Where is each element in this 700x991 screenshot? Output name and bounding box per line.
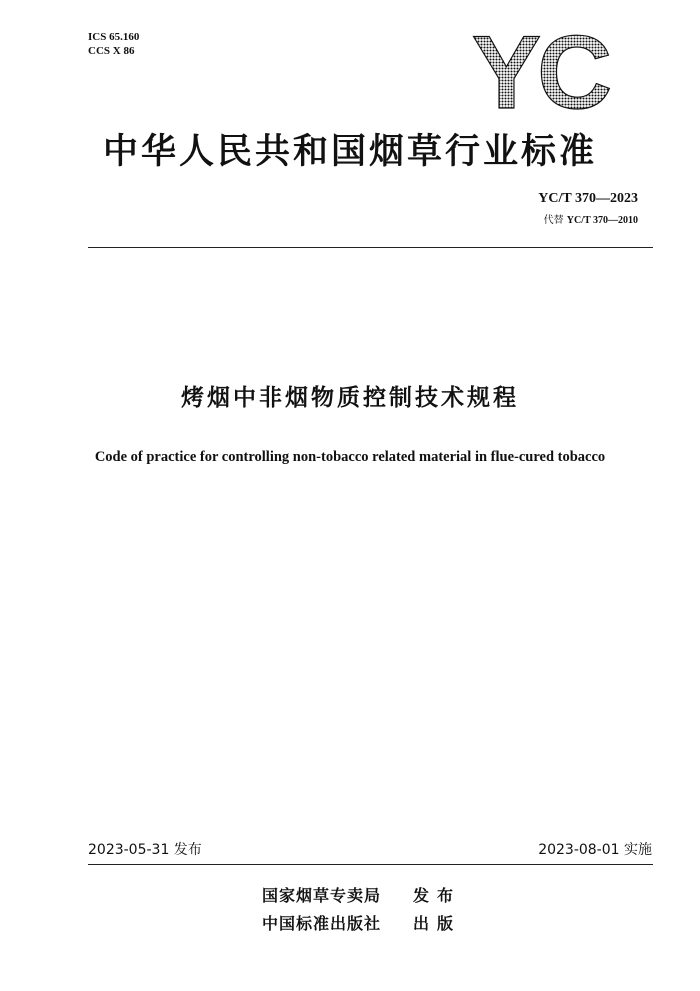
standard-title-zh: 烤烟中非烟物质控制技术规程 [181,385,519,411]
publisher-name: 国家烟草专卖局 [262,886,382,905]
yc-logo-text: YC [471,22,609,114]
standard-number-text: YC/T 370—2023 [538,191,638,206]
replaces-label: 代替 [543,215,564,226]
publisher-name: 中国标准出版社 [262,914,382,933]
ccs-code: CCS X 86 [88,45,135,57]
classification-block [88,30,139,58]
publisher-row [262,885,461,907]
org-title: 中华人民共和国烟草行业标准 [102,132,597,172]
replaces-code: YC/T 370—2010 [566,215,638,226]
implementation-date: 2023-08-01 实施 [538,842,652,858]
yc-logo [465,22,615,114]
top-divider [88,247,653,248]
bottom-divider [88,864,653,865]
publisher-row [262,913,461,935]
standard-title-en: Code of practice for controlling non-tobacco related material in flue-cured tobacco [94,449,606,465]
ics-code: ICS 65.160 [88,31,140,43]
publisher-role: 出版 [413,914,462,933]
issue-date: 2023-05-31 发布 [88,842,202,858]
replaces-line [544,214,638,228]
standard-number [538,190,638,208]
publisher-role: 发布 [413,886,462,905]
